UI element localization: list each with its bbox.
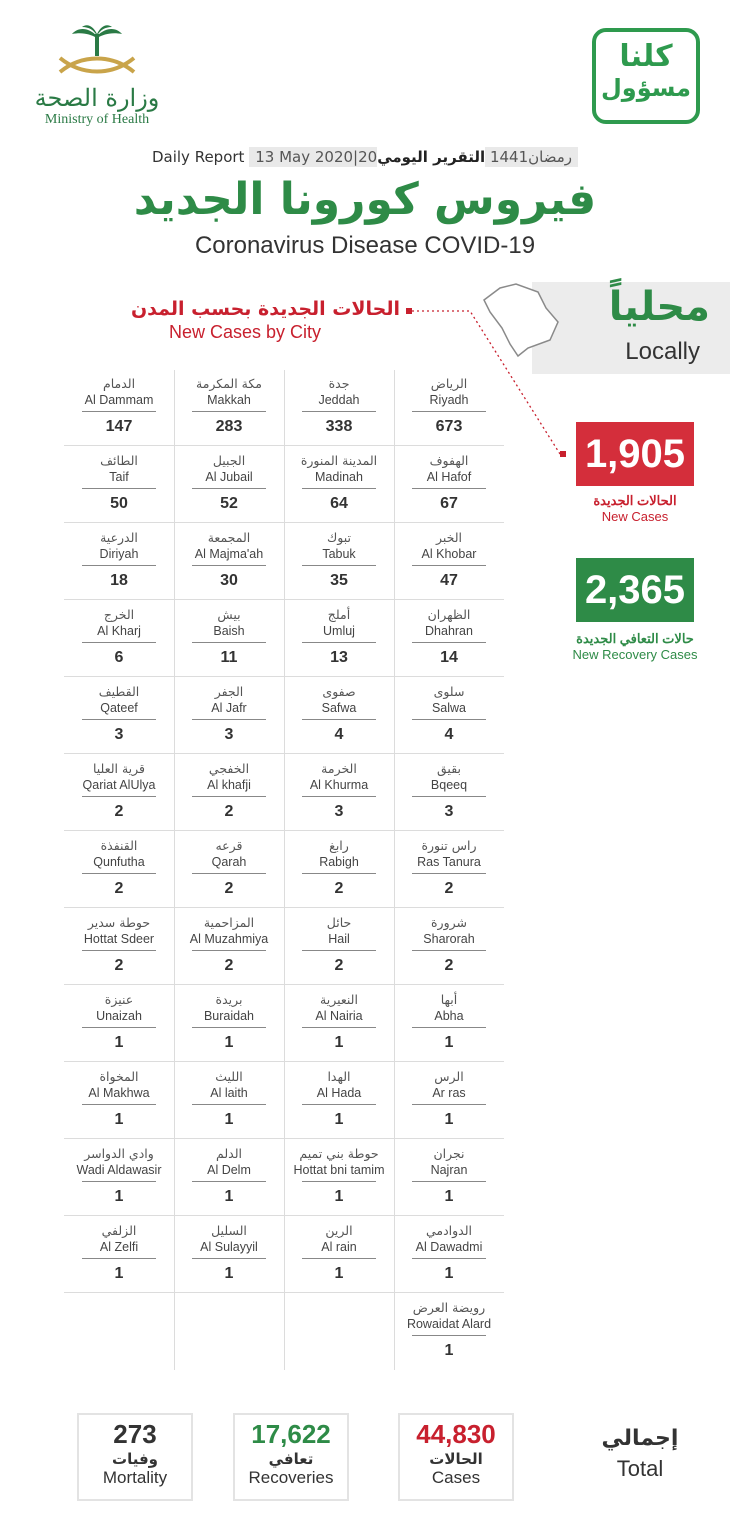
city-case-count: 4 bbox=[334, 726, 344, 743]
city-case-count: 3 bbox=[334, 803, 344, 820]
city-cell bbox=[394, 1063, 504, 1137]
city-cell bbox=[284, 601, 394, 675]
city-name-arabic: رابغ bbox=[329, 838, 349, 853]
city-cell bbox=[64, 370, 174, 444]
city-name-english: Qariat AlUlya bbox=[82, 778, 156, 792]
total-recoveries-card bbox=[233, 1413, 349, 1501]
city-name-english: Abha bbox=[434, 1009, 464, 1023]
city-underline bbox=[192, 1258, 266, 1259]
city-name-arabic: الظهران bbox=[427, 607, 471, 622]
new-recovery-label-english: New Recovery Cases bbox=[572, 647, 698, 662]
city-cell bbox=[284, 370, 394, 444]
city-underline bbox=[82, 1104, 156, 1105]
city-name-arabic: الدرعية bbox=[100, 530, 138, 545]
city-name-arabic: النعيرية bbox=[320, 992, 358, 1007]
city-name-english: Umluj bbox=[323, 624, 355, 638]
city-underline bbox=[82, 642, 156, 643]
city-name-arabic: عنيزة bbox=[104, 992, 134, 1007]
city-cell bbox=[394, 447, 504, 521]
city-name-english: Al laith bbox=[210, 1086, 248, 1100]
city-underline bbox=[82, 1027, 156, 1028]
city-cell bbox=[174, 370, 284, 444]
city-name-arabic: بريدة bbox=[215, 992, 243, 1007]
grid-row-divider bbox=[64, 676, 504, 677]
city-underline bbox=[302, 796, 376, 797]
city-case-count: 147 bbox=[105, 418, 133, 435]
city-name-english: Al Hada bbox=[316, 1086, 362, 1100]
city-cell bbox=[394, 524, 504, 598]
city-cell bbox=[64, 1063, 174, 1137]
city-name-arabic: سلوى bbox=[433, 684, 465, 699]
city-name-english: Rowaidat Alard bbox=[406, 1317, 492, 1331]
daily-report-ar: التقرير اليومي bbox=[377, 148, 486, 166]
city-cell bbox=[64, 678, 174, 752]
city-name-arabic: الهفوف bbox=[429, 453, 469, 468]
city-underline bbox=[412, 411, 486, 412]
city-cell bbox=[284, 1063, 394, 1137]
city-case-count: 3 bbox=[224, 726, 234, 743]
city-name-english: Hottat bni tamim bbox=[293, 1163, 385, 1177]
city-name-english: Ras Tanura bbox=[417, 855, 481, 869]
city-case-count: 1 bbox=[114, 1034, 124, 1051]
city-underline bbox=[82, 796, 156, 797]
city-cell bbox=[174, 1217, 284, 1291]
city-underline bbox=[302, 719, 376, 720]
city-name-arabic: الهدا bbox=[327, 1069, 351, 1084]
city-name-english: Al Dawadmi bbox=[415, 1240, 483, 1254]
city-underline bbox=[82, 873, 156, 874]
city-case-count: 11 bbox=[220, 649, 238, 666]
city-name-arabic: حوطة بني تميم bbox=[299, 1146, 379, 1161]
city-name-arabic: جدة bbox=[328, 376, 350, 391]
gregorian-date: 13 May 2020 bbox=[255, 148, 354, 166]
city-name-arabic: الزلفي bbox=[101, 1223, 137, 1238]
grid-row-divider bbox=[64, 1138, 504, 1139]
city-underline bbox=[192, 411, 266, 412]
city-cell bbox=[174, 832, 284, 906]
city-cell bbox=[174, 755, 284, 829]
city-underline bbox=[412, 1104, 486, 1105]
city-name-arabic: أبها bbox=[440, 992, 458, 1007]
city-name-english: Al Majma'ah bbox=[194, 547, 264, 561]
city-underline bbox=[302, 488, 376, 489]
grid-row-divider bbox=[64, 753, 504, 754]
city-underline bbox=[82, 719, 156, 720]
grid-row-divider bbox=[64, 522, 504, 523]
city-cell bbox=[284, 755, 394, 829]
city-cell bbox=[174, 986, 284, 1060]
city-cell bbox=[394, 1294, 504, 1368]
city-name-english: Taif bbox=[109, 470, 129, 484]
city-name-english: Salwa bbox=[431, 701, 467, 715]
new-cases-by-city-arabic: الحالات الجديدة بحسب المدن bbox=[130, 298, 400, 320]
city-case-count: 338 bbox=[325, 418, 353, 435]
city-name-arabic: الرس bbox=[434, 1069, 464, 1084]
city-name-arabic: قرية العليا bbox=[92, 761, 146, 776]
city-case-count: 2 bbox=[114, 803, 124, 820]
grid-row-divider bbox=[64, 907, 504, 908]
city-name-arabic: وادي الدواسر bbox=[84, 1146, 154, 1161]
city-cell bbox=[174, 1063, 284, 1137]
city-cell bbox=[284, 1217, 394, 1291]
city-case-count: 283 bbox=[215, 418, 243, 435]
total-recoveries-english: Recoveries bbox=[248, 1468, 334, 1487]
city-case-count: 1 bbox=[444, 1265, 454, 1282]
city-cell bbox=[64, 755, 174, 829]
city-underline bbox=[412, 565, 486, 566]
city-name-arabic: المخواة bbox=[99, 1069, 139, 1084]
city-name-arabic: نجران bbox=[433, 1146, 465, 1161]
grid-row-divider bbox=[64, 599, 504, 600]
grid-row-divider bbox=[64, 830, 504, 831]
hijri-date: 20رمضان1441 bbox=[358, 148, 573, 166]
city-underline bbox=[82, 950, 156, 951]
city-case-count: 2 bbox=[114, 957, 124, 974]
city-name-english: Rabigh bbox=[319, 855, 359, 869]
city-case-count: 2 bbox=[224, 957, 234, 974]
city-underline bbox=[412, 1335, 486, 1336]
city-name-english: Al Jafr bbox=[211, 701, 247, 715]
city-cell bbox=[174, 524, 284, 598]
locally-arabic: محلياً bbox=[608, 284, 710, 330]
kulna-masool-logo bbox=[592, 28, 700, 124]
city-name-english: Buraidah bbox=[203, 1009, 255, 1023]
city-name-arabic: حائل bbox=[326, 915, 352, 930]
city-cell bbox=[284, 909, 394, 983]
city-case-count: 52 bbox=[220, 495, 238, 512]
city-cell bbox=[284, 524, 394, 598]
city-cell bbox=[394, 678, 504, 752]
page-title-arabic: فيروس كورونا الجديد bbox=[133, 174, 597, 225]
city-case-count: 2 bbox=[334, 957, 344, 974]
city-name-english: Al Dammam bbox=[84, 393, 154, 407]
new-cases-value: 1,905 bbox=[576, 422, 694, 486]
city-case-count: 673 bbox=[435, 418, 463, 435]
city-underline bbox=[412, 950, 486, 951]
city-cell bbox=[284, 986, 394, 1060]
city-underline bbox=[192, 1027, 266, 1028]
city-case-count: 67 bbox=[440, 495, 458, 512]
city-name-english: Al Hafof bbox=[426, 470, 472, 484]
city-name-arabic: صفوى bbox=[322, 684, 356, 699]
city-cell bbox=[174, 601, 284, 675]
city-cell bbox=[394, 1140, 504, 1214]
city-name-arabic: المدينة المنورة bbox=[300, 453, 378, 468]
grid-row-divider bbox=[64, 984, 504, 985]
city-name-arabic: الرياض bbox=[430, 376, 468, 391]
city-case-count: 50 bbox=[110, 495, 128, 512]
city-name-arabic: بقيق bbox=[437, 761, 461, 776]
total-mortality-card bbox=[77, 1413, 193, 1501]
total-mortality-value: 273 bbox=[113, 1419, 157, 1449]
city-case-count: 14 bbox=[440, 649, 458, 666]
palm-swords-icon bbox=[42, 24, 152, 78]
city-cell bbox=[64, 986, 174, 1060]
city-underline bbox=[302, 950, 376, 951]
city-case-count: 1 bbox=[334, 1265, 344, 1282]
city-name-arabic: الدوادمي bbox=[425, 1223, 473, 1238]
city-cell bbox=[284, 678, 394, 752]
city-case-count: 2 bbox=[444, 880, 454, 897]
city-case-count: 1 bbox=[224, 1111, 234, 1128]
city-name-english: Al Delm bbox=[207, 1163, 251, 1177]
city-cell bbox=[174, 678, 284, 752]
total-cases-english: Cases bbox=[431, 1468, 481, 1487]
city-cases-grid bbox=[64, 370, 504, 1370]
new-cases-label-arabic: الحالات الجديدة bbox=[593, 493, 677, 508]
city-name-english: Makkah bbox=[207, 393, 251, 407]
daily-report-en: Daily Report bbox=[151, 148, 245, 166]
city-name-arabic: رويضة العرض bbox=[412, 1300, 486, 1315]
city-underline bbox=[192, 873, 266, 874]
city-case-count: 1 bbox=[444, 1342, 454, 1359]
locally-english: Locally bbox=[625, 338, 700, 365]
city-case-count: 1 bbox=[114, 1111, 124, 1128]
city-case-count: 64 bbox=[330, 495, 348, 512]
city-name-english: Unaizah bbox=[96, 1009, 142, 1023]
city-case-count: 1 bbox=[334, 1188, 344, 1205]
city-case-count: 47 bbox=[440, 572, 458, 589]
city-name-english: Al rain bbox=[321, 1240, 357, 1254]
city-case-count: 2 bbox=[334, 880, 344, 897]
city-case-count: 1 bbox=[224, 1265, 234, 1282]
city-underline bbox=[302, 1181, 376, 1182]
city-name-arabic: الخرج bbox=[103, 607, 135, 622]
city-name-english: Al Kharj bbox=[97, 624, 141, 638]
city-underline bbox=[82, 411, 156, 412]
moh-logo bbox=[22, 24, 172, 134]
city-cell bbox=[394, 1217, 504, 1291]
city-name-english: Al Makhwa bbox=[88, 1086, 150, 1100]
city-underline bbox=[192, 950, 266, 951]
new-recovery-label-arabic: حالات التعافي الجديدة bbox=[576, 631, 694, 646]
city-underline bbox=[192, 796, 266, 797]
city-underline bbox=[412, 796, 486, 797]
city-underline bbox=[412, 1181, 486, 1182]
city-case-count: 1 bbox=[334, 1034, 344, 1051]
city-case-count: 30 bbox=[220, 572, 238, 589]
city-underline bbox=[192, 719, 266, 720]
city-case-count: 1 bbox=[114, 1188, 124, 1205]
city-name-arabic: تبوك bbox=[326, 530, 351, 545]
city-name-arabic: الليث bbox=[215, 1069, 243, 1084]
grid-row-divider bbox=[64, 445, 504, 446]
city-underline bbox=[82, 565, 156, 566]
city-name-arabic: حوطة سدير bbox=[87, 915, 151, 930]
city-name-english: Wadi Aldawasir bbox=[76, 1163, 162, 1177]
city-underline bbox=[302, 873, 376, 874]
city-case-count: 2 bbox=[224, 803, 234, 820]
grid-row-divider bbox=[64, 1061, 504, 1062]
city-name-arabic: الخرمة bbox=[321, 761, 357, 776]
city-case-count: 1 bbox=[224, 1034, 234, 1051]
city-name-english: Bqeeq bbox=[430, 778, 468, 792]
city-name-arabic: راس تنورة bbox=[421, 838, 477, 853]
city-name-arabic: شرورة bbox=[431, 915, 467, 930]
city-cell bbox=[284, 832, 394, 906]
city-name-english: Qarah bbox=[211, 855, 247, 869]
city-underline bbox=[412, 719, 486, 720]
city-name-arabic: المزاحمية bbox=[203, 915, 255, 930]
city-name-arabic: الطائف bbox=[100, 453, 138, 468]
city-case-count: 13 bbox=[330, 649, 348, 666]
city-case-count: 1 bbox=[114, 1265, 124, 1282]
city-cell bbox=[64, 524, 174, 598]
city-underline bbox=[302, 1027, 376, 1028]
city-case-count: 1 bbox=[334, 1111, 344, 1128]
city-name-english: Riyadh bbox=[429, 393, 469, 407]
new-cases-by-city-english: New Cases by City bbox=[168, 322, 322, 342]
total-label-english: Total bbox=[616, 1456, 664, 1481]
city-name-english: Ar ras bbox=[432, 1086, 466, 1100]
total-label-arabic: إجمالي bbox=[601, 1426, 679, 1451]
city-cell bbox=[394, 832, 504, 906]
city-name-arabic: السليل bbox=[211, 1223, 247, 1238]
city-name-arabic: الخفجي bbox=[208, 761, 250, 776]
city-name-english: Al Khobar bbox=[421, 547, 477, 561]
city-case-count: 18 bbox=[110, 572, 128, 589]
city-name-english: Sharorah bbox=[423, 932, 475, 946]
city-name-arabic: الرين bbox=[325, 1223, 353, 1238]
city-name-arabic: قرعه bbox=[215, 838, 243, 853]
city-name-english: Al Nairia bbox=[315, 1009, 363, 1023]
city-cell bbox=[394, 986, 504, 1060]
city-name-english: Qateef bbox=[100, 701, 138, 715]
total-recoveries-value: 17,622 bbox=[251, 1419, 331, 1449]
city-cell bbox=[394, 601, 504, 675]
total-mortality-arabic: وفيات bbox=[112, 1450, 158, 1468]
moh-arabic-name: وزارة الصحة bbox=[34, 84, 160, 112]
city-name-english: Madinah bbox=[315, 470, 363, 484]
city-cell bbox=[174, 447, 284, 521]
city-cell bbox=[64, 909, 174, 983]
city-name-english: Al Khurma bbox=[309, 778, 369, 792]
city-case-count: 4 bbox=[444, 726, 454, 743]
city-cell bbox=[64, 447, 174, 521]
city-underline bbox=[302, 565, 376, 566]
city-name-arabic: أملج bbox=[327, 607, 351, 622]
page-title-english: Coronavirus Disease COVID-19 bbox=[194, 232, 536, 259]
new-cases-label-english: New Cases bbox=[601, 509, 669, 524]
city-name-arabic: القطيف bbox=[98, 684, 140, 699]
city-underline bbox=[412, 873, 486, 874]
total-recoveries-arabic: تعافي bbox=[268, 1450, 314, 1468]
city-name-english: Baish bbox=[213, 624, 245, 638]
moh-english-name: Ministry of Health bbox=[44, 112, 150, 127]
city-name-english: Tabuk bbox=[322, 547, 356, 561]
total-cases-arabic: الحالات bbox=[429, 1450, 483, 1468]
city-underline bbox=[192, 1181, 266, 1182]
daily-report-line bbox=[140, 148, 590, 166]
city-underline bbox=[82, 488, 156, 489]
city-underline bbox=[192, 642, 266, 643]
city-case-count: 3 bbox=[114, 726, 124, 743]
city-underline bbox=[412, 1258, 486, 1259]
city-name-arabic: الخبر bbox=[435, 530, 463, 545]
city-cell bbox=[64, 1140, 174, 1214]
city-name-arabic: الجفر bbox=[214, 684, 244, 699]
kulna-line2: مسؤول bbox=[600, 74, 692, 102]
city-cell bbox=[284, 447, 394, 521]
city-cell bbox=[394, 755, 504, 829]
city-cell bbox=[284, 1140, 394, 1214]
city-underline bbox=[412, 642, 486, 643]
city-underline bbox=[302, 1258, 376, 1259]
city-name-english: Al Sulayyil bbox=[200, 1240, 258, 1254]
city-name-arabic: الدلم bbox=[216, 1146, 242, 1161]
city-name-english: Al Zelfi bbox=[99, 1240, 139, 1254]
city-case-count: 35 bbox=[330, 572, 348, 589]
city-name-english: Al Muzahmiya bbox=[189, 932, 269, 946]
city-name-english: Qunfutha bbox=[93, 855, 145, 869]
city-case-count: 2 bbox=[224, 880, 234, 897]
report-date: 13 May 2020|20رمضان1441 bbox=[249, 147, 578, 167]
connector-end-marker bbox=[560, 451, 566, 457]
city-name-english: Dhahran bbox=[425, 624, 473, 638]
city-cell bbox=[174, 909, 284, 983]
city-underline bbox=[82, 1181, 156, 1182]
city-underline bbox=[192, 1104, 266, 1105]
city-cell bbox=[64, 832, 174, 906]
city-case-count: 1 bbox=[444, 1188, 454, 1205]
city-name-english: Safwa bbox=[321, 701, 357, 715]
city-case-count: 2 bbox=[114, 880, 124, 897]
city-case-count: 6 bbox=[114, 649, 124, 666]
total-cases-card bbox=[398, 1413, 514, 1501]
city-underline bbox=[302, 1104, 376, 1105]
city-name-arabic: المجمعة bbox=[207, 530, 251, 545]
city-name-arabic: القنفذة bbox=[100, 838, 138, 853]
city-underline bbox=[302, 642, 376, 643]
city-underline bbox=[192, 488, 266, 489]
city-name-english: Diriyah bbox=[99, 547, 139, 561]
grid-row-divider bbox=[64, 1292, 504, 1293]
kulna-line1: كلنا bbox=[619, 39, 673, 74]
grid-row-divider bbox=[64, 1215, 504, 1216]
city-underline bbox=[412, 488, 486, 489]
city-case-count: 1 bbox=[444, 1111, 454, 1128]
city-name-arabic: مكة المكرمة bbox=[196, 376, 262, 391]
new-recovery-value: 2,365 bbox=[576, 558, 694, 622]
city-name-english: Hail bbox=[328, 932, 350, 946]
city-name-arabic: بيش bbox=[217, 607, 241, 622]
total-cases-value: 44,830 bbox=[416, 1419, 496, 1449]
city-underline bbox=[302, 411, 376, 412]
city-name-english: Al Jubail bbox=[205, 470, 253, 484]
city-cell bbox=[64, 601, 174, 675]
city-cell bbox=[394, 370, 504, 444]
city-case-count: 2 bbox=[444, 957, 454, 974]
city-underline bbox=[192, 565, 266, 566]
city-cell bbox=[64, 1217, 174, 1291]
total-mortality-english: Mortality bbox=[102, 1468, 168, 1487]
city-underline bbox=[82, 1258, 156, 1259]
city-case-count: 1 bbox=[444, 1034, 454, 1051]
city-name-english: Najran bbox=[430, 1163, 468, 1177]
city-name-arabic: الدمام bbox=[102, 376, 136, 391]
city-cell bbox=[174, 1140, 284, 1214]
city-name-arabic: الجبيل bbox=[212, 453, 246, 468]
city-underline bbox=[412, 1027, 486, 1028]
city-cell bbox=[394, 909, 504, 983]
city-name-english: Jeddah bbox=[318, 393, 360, 407]
city-case-count: 3 bbox=[444, 803, 454, 820]
city-name-english: Hottat Sdeer bbox=[83, 932, 155, 946]
city-case-count: 1 bbox=[224, 1188, 234, 1205]
city-name-english: Al khafji bbox=[207, 778, 251, 792]
